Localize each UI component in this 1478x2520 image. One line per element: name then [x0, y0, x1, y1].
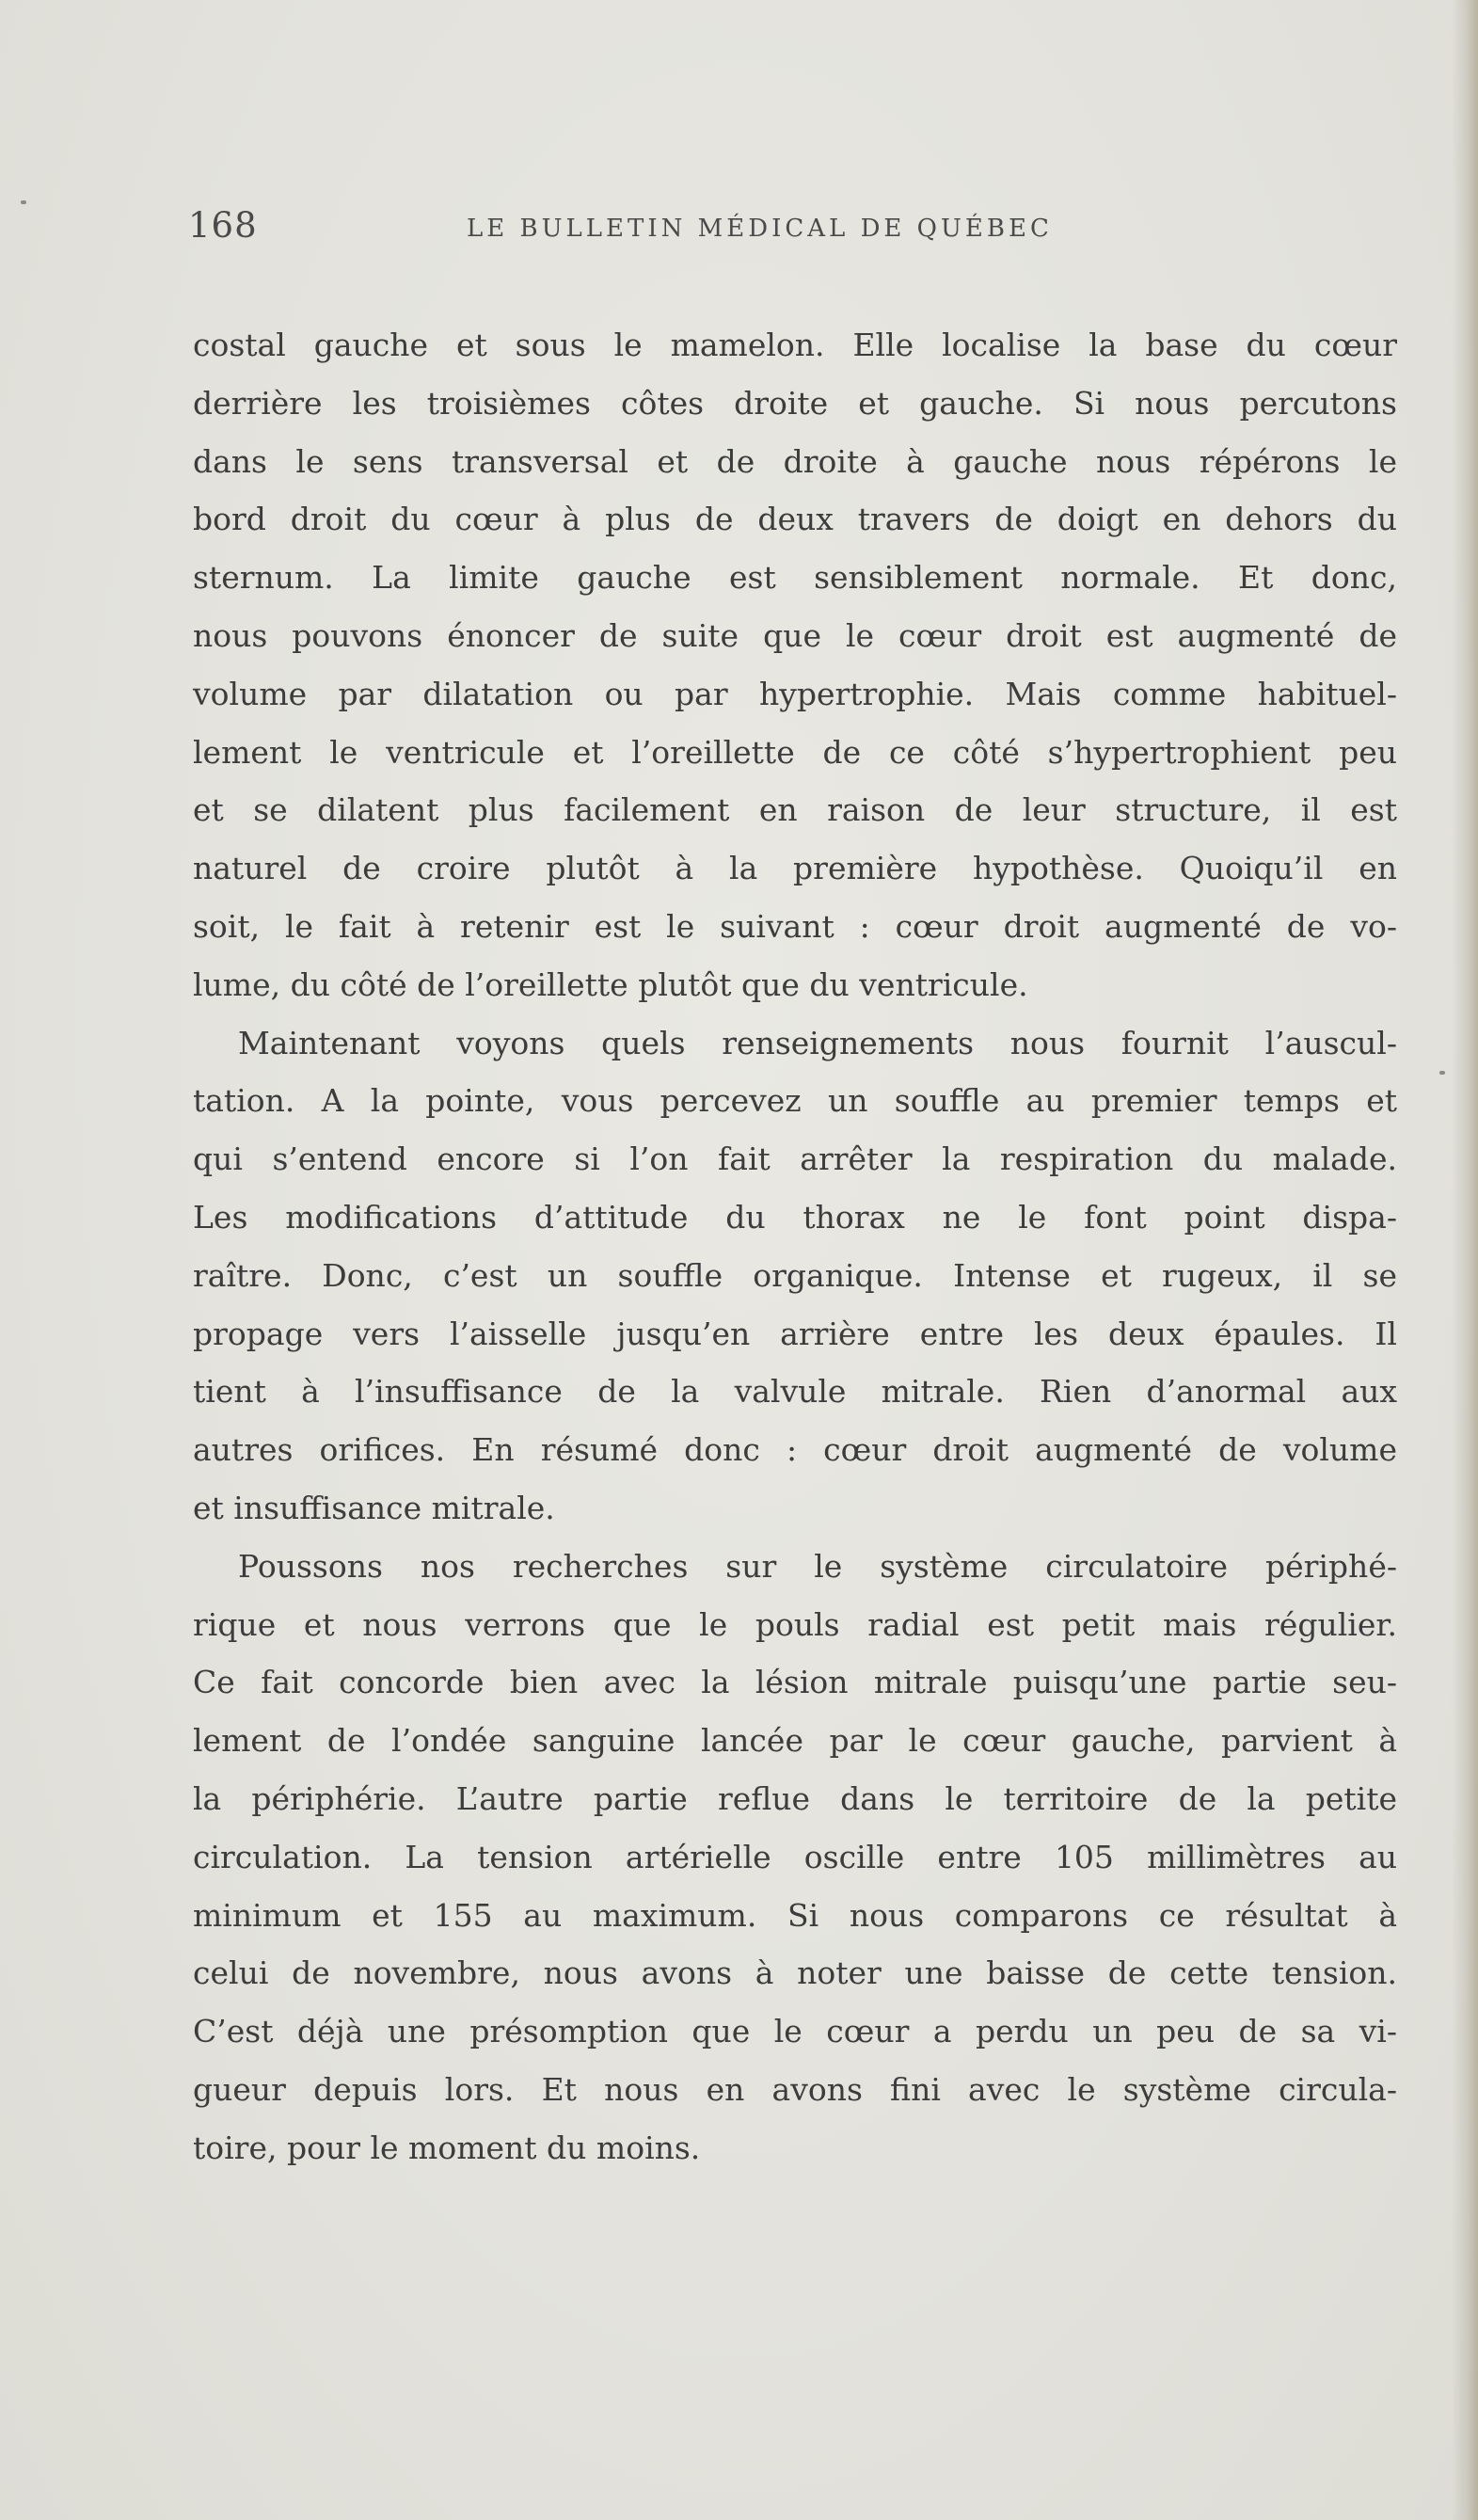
- page-edge-shadow: [1452, 0, 1478, 2520]
- page-header: [188, 205, 1411, 252]
- text-line: nous pouvons énoncer de suite que le cœur droit est augmenté de: [193, 616, 1397, 654]
- text-line: tation. A la pointe, vous percevez un souffle au premier temps et: [193, 1082, 1397, 1120]
- text-line: gueur depuis lors. Et nous en avons fini avec le système circula-: [193, 2070, 1397, 2108]
- text-line: lement de l’ondée sanguine lancée par le cœur gauche, parvient à: [193, 1722, 1397, 1760]
- text-line: raître. Donc, c’est un souffle organique. Intense et rugeux, il se: [193, 1256, 1397, 1294]
- body-text: [193, 316, 1397, 2177]
- text-line: derrière les troisièmes côtes droite et gauche. Si nous percutons: [193, 384, 1397, 422]
- text-line: naturel de croire plutôt à la première hypothèse. Quoiqu’il en: [193, 850, 1397, 887]
- text-line: rique et nous verrons que le pouls radial est petit mais régulier.: [193, 1605, 1397, 1643]
- text-line: celui de novembre, nous avons à noter une baisse de cette tension.: [193, 1954, 1397, 1992]
- text-line: dans le sens transversal et de droite à gauche nous répérons le: [193, 442, 1397, 480]
- paper-speck: [21, 200, 26, 204]
- text-line: lement le ventricule et l’oreillette de ce côté s’hypertrophient peu: [193, 733, 1397, 771]
- paragraph-3: [193, 1538, 1397, 2177]
- text-line: toire, pour le moment du moins.: [193, 2129, 701, 2166]
- paragraph-1: [193, 316, 1397, 1014]
- text-line: autres orifices. En résumé donc : cœur droit augmenté de volume: [193, 1431, 1397, 1469]
- text-line: soit, le fait à retenir est le suivant : cœur droit augmenté de vo-: [193, 907, 1397, 945]
- text-line: lume, du côté de l’oreillette plutôt que du ventricule.: [193, 965, 1028, 1003]
- text-line: Maintenant voyons quels renseignements nous fournit l’auscul-: [238, 1024, 1397, 1061]
- text-line: Poussons nos recherches sur le système circulatoire périphé-: [238, 1547, 1397, 1585]
- text-line: volume par dilatation ou par hypertrophie. Mais comme habituel-: [193, 675, 1397, 712]
- text-line: et se dilatent plus facilement en raison de leur structure, il est: [193, 791, 1397, 829]
- paper-speck: [1439, 1071, 1445, 1075]
- text-line: propage vers l’aisselle jusqu’en arrière entre les deux épaules. Il: [193, 1315, 1397, 1352]
- text-line: qui s’entend encore si l’on fait arrêter la respiration du malade.: [193, 1140, 1397, 1178]
- paragraph-2: [193, 1014, 1397, 1538]
- text-line: et insuffisance mitrale.: [193, 1489, 555, 1526]
- text-line: minimum et 155 au maximum. Si nous comparons ce résultat à: [193, 1896, 1397, 1934]
- page-number: 168: [188, 205, 258, 246]
- text-line: bord droit du cœur à plus de deux travers de doigt en dehors du: [193, 501, 1397, 538]
- text-line: circulation. La tension artérielle oscille entre 105 millimètres au: [193, 1838, 1397, 1875]
- running-title: LE BULLETIN MÉDICAL DE QUÉBEC: [467, 215, 1053, 243]
- text-line: Les modifications d’attitude du thorax ne le font point dispa-: [193, 1198, 1397, 1236]
- text-line: costal gauche et sous le mamelon. Elle localise la base du cœur: [193, 327, 1397, 363]
- text-line: sternum. La limite gauche est sensiblement normale. Et donc,: [193, 559, 1397, 597]
- text-line: C’est déjà une présomption que le cœur a perdu un peu de sa vi-: [193, 2013, 1397, 2050]
- text-line: tient à l’insuffisance de la valvule mitrale. Rien d’anormal aux: [193, 1373, 1397, 1411]
- text-line: la périphérie. L’autre partie reflue dans le territoire de la petite: [193, 1779, 1397, 1817]
- text-line: Ce fait concorde bien avec la lésion mitrale puisqu’une partie seu-: [193, 1664, 1397, 1701]
